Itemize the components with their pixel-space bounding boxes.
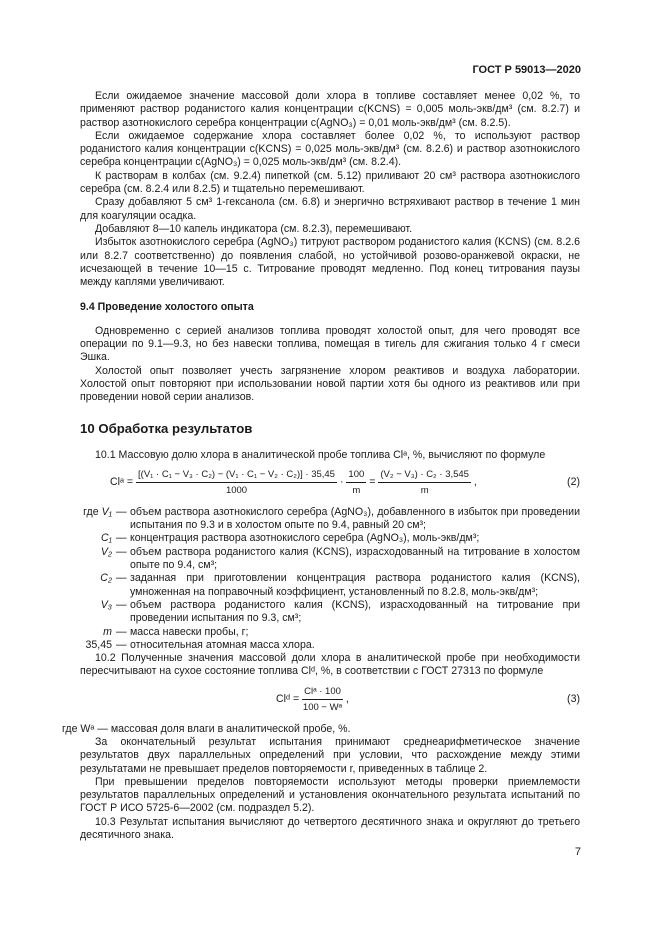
doc-header-code: ГОСТ Р 59013—2020 [472, 64, 581, 76]
paragraph: За окончательный результат испытания принимают среднеарифметическое значение результатов двух параллельных определений при условии, что расхождение между этими результатами не превышает пределов повторяемости r, приведенных в таблице 2. [80, 735, 580, 775]
page-content [62, 90, 580, 842]
definition-row [62, 546, 580, 573]
formula-2 [80, 466, 580, 502]
definition-row [62, 506, 580, 533]
formula-3-denominator: 100 − Wᵃ [302, 701, 343, 713]
definitions-table [62, 506, 580, 652]
formula-2-denominator-3: m [420, 485, 429, 497]
definition-symbol [62, 572, 116, 599]
formula-2-denominator-1: 1000 [225, 485, 248, 497]
definition-dash: — [116, 545, 127, 558]
paragraph: Одновременно с серией анализов топлива проводят холостой опыт, для чего проводят все операции по 9.1—9.3, но без навески топлива, помещая в тигель для сжигания только 4 г смеси Эшка. [80, 324, 580, 364]
paragraph: Сразу добавляют 5 см³ 1-гексанола (см. 6.8) и энергично встряхивают раствор в течение 1 мин для коагуляции осадка. [80, 196, 580, 222]
paragraph: Если ожидаемое содержание хлора составляет более 0,02 %, то используют раствор роданистого калия концентрации c(KCNS) = 0,025 моль-экв/дм³ (см. 8.2.6) и раствор азотнокислого серебра концентрации c(AgNO₃) = 0,025 моль-экв/дм³ (см. 8.2.4). [80, 129, 580, 169]
symbol-c2: C₂ [100, 572, 112, 585]
symbol-35-45: 35,45 [85, 638, 112, 651]
formula-3-numerator: Clᵃ · 100 [302, 685, 343, 700]
paragraph: Избыток азотнокислого серебра (AgNO₃) титруют раствором роданистого калия (KCNS) (см. 8.2.6 или 8.2.7 соответственно) до появления слабой, но устойчивой розово-оранжевой окраски, не исчезающей в течение 10—15 с. Титрование проводят медленно. Под конец титрования паузы между каплями увеличивают. [80, 236, 580, 289]
formula-3 [80, 683, 580, 719]
definition-symbol [62, 626, 116, 639]
symbol-m: m [103, 625, 112, 638]
definition-text: объем раствора азотнокислого серебра (AgNO₃), добавленного в избыток при проведении испытания по 9.3 и в холостом опыте по 9.4, равный 20 см³; [130, 505, 580, 532]
formula-2-denominator-2: m [352, 485, 361, 497]
paragraph: Добавляют 8—10 капель индикатора (см. 8.2.3), перемешивают. [95, 222, 413, 235]
definition-symbol [62, 639, 116, 652]
formula-2-fraction-3 [378, 468, 471, 498]
symbol-v2: V₂ [100, 545, 112, 558]
definition-symbol [62, 532, 116, 545]
definition-dash: — [116, 532, 127, 545]
definition-text: концентрация раствора азотнокислого серебра (AgNO₃), моль-экв/дм³; [130, 532, 480, 545]
definition-row [62, 572, 580, 599]
definition-dash: — [116, 572, 127, 585]
definition-dash: — [116, 625, 127, 638]
definition-text: объем раствора роданистого калия (KCNS), израсходованный на титрование в холостом опыте по 9.4, см³; [130, 545, 580, 572]
symbol-c1: C₁ [101, 532, 112, 545]
symbol-v1: V₁ [101, 505, 112, 518]
definition-dash: — [116, 638, 127, 651]
definition-symbol [62, 506, 116, 533]
where-w-definition: где Wᵃ — массовая доля влаги в аналитической пробе, %. [62, 722, 351, 735]
formula-3-fraction [302, 685, 343, 715]
formula-2-numerator-1: [(V₁ · C₁ − V₃ · C₂) − (V₁ · C₁ − V₂ · C₂)] · 35,45 [136, 468, 337, 483]
paragraph: При превышении пределов повторяемости используют методы проверки приемлемости результатов параллельных определений и установления окончательного результата испытаний по ГОСТ Р ИСО 5725-6—2002 (см. подраздел 5.2). [80, 775, 580, 815]
subsection-title-9-4: 9.4 Проведение холостого опыта [80, 301, 254, 314]
definition-text: заданная при приготовлении концентрация раствора роданистого калия (KCNS), умноженная на поправочный коэффициент, установленный по 8.2.8, моль-экв/дм³; [130, 572, 580, 598]
where-label: где [83, 505, 99, 518]
definition-row [62, 532, 580, 545]
definition-symbol [62, 599, 116, 626]
paragraph: К растворам в колбах (см. 9.2.4) пипеткой (см. 5.12) приливают 20 см³ раствора азотнокислого серебра (см. 8.2.4 или 8.2.5) и тщательно перемешивают. [80, 169, 580, 196]
definition-symbol [62, 546, 116, 573]
formula-2-fraction-1 [136, 468, 337, 498]
symbol-v3: V₃ [100, 598, 112, 611]
definition-text: масса навески пробы, г; [130, 625, 249, 638]
paragraph-10-1: 10.1 Массовую долю хлора в аналитической пробе топлива Clᵃ, %, вычисляют по формуле [95, 448, 546, 461]
formula-2-lhs: Clᵃ = [110, 475, 134, 488]
formula-2-numerator-3: (V₂ − V₃) · C₂ · 3,545 [378, 468, 471, 483]
definition-text: объем раствора роданистого калия (KCNS), израсходованный на титрование при проведении испытания по 9.3, см³; [130, 598, 580, 625]
definition-dash: — [116, 505, 127, 518]
paragraph-10-2: 10.2 Полученные значения массовой доли хлора в аналитической пробе при необходимости пересчитывают на сухое состояние топлива Clᵈ, %, в соответствии с ГОСТ 27313 по формуле [80, 652, 580, 678]
definition-dash: — [116, 598, 127, 611]
page-number: 7 [574, 846, 581, 858]
formula-2-fraction-2 [346, 468, 366, 498]
definition-row [62, 599, 580, 626]
formula-2-numerator-2: 100 [346, 468, 366, 483]
definition-text: относительная атомная масса хлора. [130, 638, 315, 651]
paragraph: Холостой опыт позволяет учесть загрязнение хлором реактивов и воздуха лаборатории. Холостой опыт повторяют при использовании новой партии хотя бы одного из реактивов или при проведении новой серии анализов. [80, 364, 580, 404]
formula-2-dot: · [339, 475, 344, 488]
formula-3-number: (3) [567, 692, 580, 705]
formula-2-number: (2) [567, 475, 580, 488]
section-title-10: 10 Обработка результатов [80, 420, 253, 436]
formula-3-comma: , [345, 692, 349, 705]
formula-3-lhs: Clᵈ = [276, 692, 300, 705]
definition-row [62, 626, 580, 639]
paragraph-10-3: 10.3 Результат испытания вычисляют до четвертого десятичного знака и округляют до третьего десятичного знака. [80, 815, 580, 842]
paragraph: Если ожидаемое значение массовой доли хлора в топливе составляет менее 0,02 %, то применяют раствор роданистого калия концентрации c(KCNS) = 0,005 моль-экв/дм³ (см. 8.2.7) и раствор азотнокислого серебра концентрации c(AgNO₃) = 0,01 моль-экв/дм³ (см. 8.2.5). [80, 90, 580, 129]
definition-row [62, 639, 580, 652]
formula-2-equals: = [369, 475, 376, 488]
formula-2-comma: , [473, 475, 477, 488]
